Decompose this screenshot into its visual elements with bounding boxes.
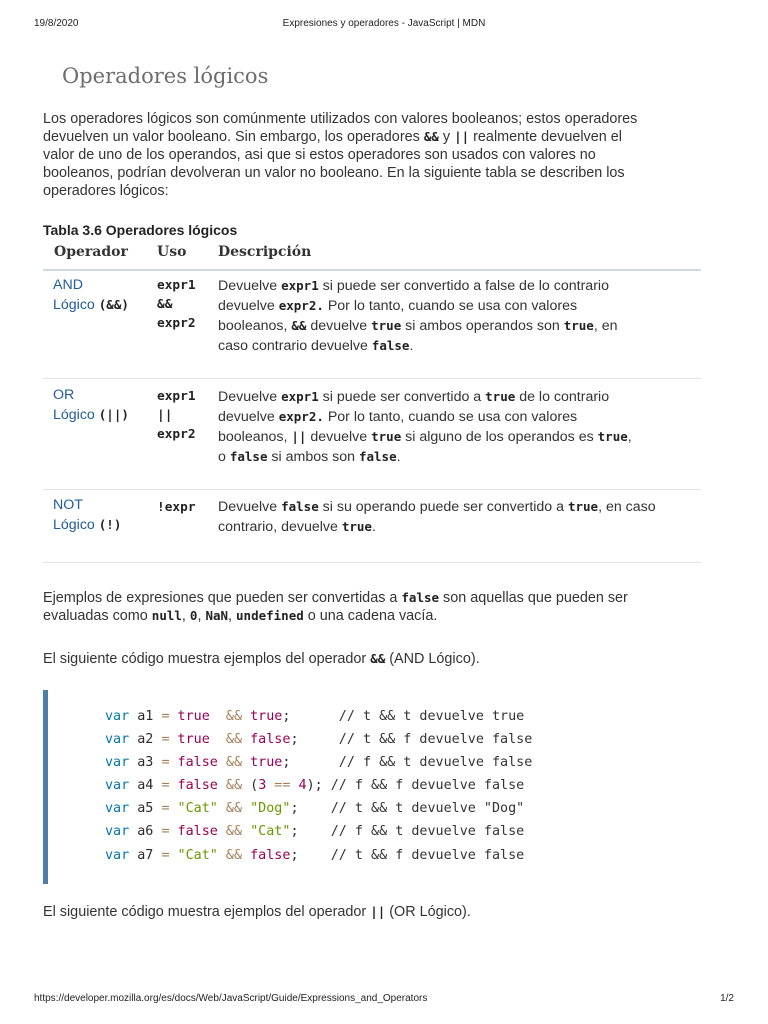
print-date: 19/8/2020 xyxy=(34,18,79,29)
intro-text: (AND Lógico). xyxy=(389,651,480,667)
page-number: 1/2 xyxy=(720,993,734,1004)
code-token: ; xyxy=(290,801,299,816)
code-token: ; xyxy=(290,848,299,863)
description-line xyxy=(218,447,698,467)
intro-text: y xyxy=(442,129,451,145)
code-token: "Cat" xyxy=(169,848,218,863)
table-row-divider xyxy=(43,489,701,490)
code-token: ); xyxy=(306,778,323,793)
usage-not xyxy=(157,498,212,517)
code-token: a4 xyxy=(129,778,162,793)
intro-text: devuelven un valor booleano. Sin embargo, los operadores xyxy=(43,129,420,145)
falsy-text: son aquellas que pueden ser xyxy=(443,590,628,606)
description-line xyxy=(218,316,698,336)
description-text: si puede ser convertido a xyxy=(318,389,486,405)
undefined-code: undefined xyxy=(236,608,304,623)
usage-token: expr1 xyxy=(157,278,196,293)
description-code: true xyxy=(371,429,402,444)
code-token: a5 xyxy=(129,801,162,816)
code-token: true xyxy=(169,732,210,747)
code-token: = xyxy=(161,848,170,863)
code-line xyxy=(105,848,524,863)
falsy-separator: , xyxy=(181,608,186,624)
usage-and xyxy=(157,276,212,333)
intro-text: realmente devuelven el xyxy=(473,129,622,145)
code-token: false xyxy=(169,755,218,770)
description-text: caso contrario devuelve xyxy=(218,338,372,354)
code-token: ( xyxy=(242,778,259,793)
description-text: de lo contrario xyxy=(515,389,610,405)
description-text: contrario, devuelve xyxy=(218,519,342,535)
null-code: null xyxy=(151,608,182,623)
description-code: true xyxy=(597,429,628,444)
code-token: var xyxy=(105,709,130,724)
and-operator-code: && xyxy=(370,651,386,666)
description-text: o xyxy=(218,449,230,465)
code-token: var xyxy=(105,732,130,747)
code-token: = xyxy=(161,778,170,793)
usage-token: expr1 xyxy=(157,389,196,404)
code-token: a6 xyxy=(129,824,162,839)
description-line xyxy=(218,517,698,537)
code-token: true xyxy=(169,709,210,724)
code-token: ; xyxy=(290,732,299,747)
operator-or[interactable] xyxy=(53,386,148,425)
intro-text: El siguiente código muestra ejemplos del operador xyxy=(43,651,367,667)
operator-name: OR xyxy=(53,387,75,403)
column-header-uso: Uso xyxy=(157,244,187,260)
operator-logico: Lógico xyxy=(53,297,95,313)
usage-token: expr2 xyxy=(157,316,196,331)
description-code: false xyxy=(229,449,268,464)
description-code: true xyxy=(563,318,594,333)
description-text: si su operando puede ser convertido a xyxy=(318,499,568,515)
description-text: si puede ser convertido a false de lo contrario xyxy=(318,278,609,294)
code-token: var xyxy=(105,778,130,793)
code-token: // f && t devuelve false xyxy=(298,824,525,839)
description-text: , xyxy=(627,429,632,445)
usage-token: || xyxy=(157,408,173,423)
code-token: ; xyxy=(290,824,299,839)
code-token: var xyxy=(105,755,130,770)
code-token: = xyxy=(161,755,170,770)
code-token: && xyxy=(217,801,243,816)
description-text: . xyxy=(409,338,414,354)
code-token: false xyxy=(242,732,291,747)
description-line xyxy=(218,387,698,407)
false-code: false xyxy=(401,590,440,605)
table-caption: Tabla 3.6 Operadores lógicos xyxy=(43,222,238,238)
code-token: 4 xyxy=(290,778,307,793)
description-text: devuelve xyxy=(306,429,372,445)
intro-text: (OR Lógico). xyxy=(389,904,471,920)
code-token: && xyxy=(217,778,243,793)
code-token: = xyxy=(161,801,170,816)
description-line xyxy=(218,407,698,427)
column-header-operador: Operador xyxy=(54,244,128,260)
usage-token: && xyxy=(157,297,173,312)
description-code: true xyxy=(341,519,372,534)
description-code: expr1 xyxy=(281,278,319,293)
code-token: = xyxy=(161,824,170,839)
description-text: , en xyxy=(593,318,618,334)
code-line xyxy=(105,709,524,724)
code-token: // f && t devuelve false xyxy=(290,755,533,770)
description-code: false xyxy=(371,338,410,353)
description-line xyxy=(218,497,698,517)
operator-symbol: (&&) xyxy=(98,297,129,312)
description-text: si ambos son xyxy=(267,449,359,465)
intro-text: El siguiente código muestra ejemplos del operador xyxy=(43,904,367,920)
operator-name: NOT xyxy=(53,497,83,513)
description-text: Por lo tanto, cuando se usa con valores xyxy=(323,298,578,314)
code-token: // t && t devuelve true xyxy=(290,709,525,724)
description-code: && xyxy=(291,318,307,333)
intro-line-1: Los operadores lógicos son comúnmente utilizados con valores booleanos; estos operadores xyxy=(43,111,638,127)
falsy-text: evaluadas como xyxy=(43,608,148,624)
code-token: && xyxy=(209,709,243,724)
description-text: . xyxy=(371,519,376,535)
code-line xyxy=(105,824,524,839)
code-token: var xyxy=(105,801,130,816)
nan-code: NaN xyxy=(205,608,229,623)
usage-or xyxy=(157,387,212,444)
description-text: , en caso xyxy=(598,499,656,515)
intro-line-3: valor de uno de los operandos, asi que si estos operadores son usados con valores no xyxy=(43,147,596,163)
usage-token: !expr xyxy=(157,500,196,515)
table-row-divider xyxy=(43,378,701,379)
description-text: devuelve xyxy=(306,318,372,334)
description-and xyxy=(218,276,698,356)
description-line xyxy=(218,296,698,316)
or-operator-code: || xyxy=(370,904,386,919)
description-text: Por lo tanto, cuando se usa con valores xyxy=(323,409,578,425)
description-code: false xyxy=(358,449,397,464)
code-line xyxy=(105,801,524,816)
print-page-title: Expresiones y operadores - JavaScript | MDN xyxy=(282,18,486,29)
code-token: = xyxy=(161,732,170,747)
description-code: expr2. xyxy=(278,409,324,424)
description-line xyxy=(218,427,698,447)
falsy-separator: , xyxy=(228,608,233,624)
code-token: // t && f devuelve false xyxy=(298,732,533,747)
code-token: false xyxy=(242,848,291,863)
table-header-divider xyxy=(43,269,701,271)
operator-logico: Lógico xyxy=(53,407,95,423)
column-header-descripcion: Descripción xyxy=(218,244,312,260)
description-text: Devuelve xyxy=(218,499,282,515)
zero-code: 0 xyxy=(189,608,198,623)
code-token: 3 xyxy=(258,778,267,793)
intro-paragraph xyxy=(43,110,725,200)
operator-symbol: (||) xyxy=(98,407,129,422)
falsy-text: o una cadena vacía. xyxy=(307,608,438,624)
code-line xyxy=(105,778,524,793)
description-text: Devuelve xyxy=(218,389,282,405)
or-examples-intro xyxy=(43,903,725,921)
code-token: // t && t devuelve "Dog" xyxy=(298,801,525,816)
falsy-separator: , xyxy=(197,608,202,624)
operator-and[interactable] xyxy=(53,276,148,315)
print-url: https://developer.mozilla.org/es/docs/Web/JavaScript/Guide/Expressions_and_Operators xyxy=(34,993,428,1004)
code-line xyxy=(105,732,532,747)
description-text: devuelve xyxy=(218,409,279,425)
code-line xyxy=(105,755,532,770)
description-code: true xyxy=(567,499,599,514)
description-text: devuelve xyxy=(218,298,279,314)
code-token: // t && f devuelve false xyxy=(298,848,525,863)
code-token: ; xyxy=(282,755,291,770)
code-token: false xyxy=(169,824,218,839)
code-token: && xyxy=(217,824,243,839)
code-token: var xyxy=(105,848,130,863)
description-code: true xyxy=(371,318,402,333)
description-text: si alguno de los operandos es xyxy=(401,429,598,445)
description-or xyxy=(218,387,698,467)
operator-symbol: (!) xyxy=(98,517,122,532)
code-token: && xyxy=(209,732,243,747)
intro-line-2 xyxy=(43,128,725,146)
operator-logico: Lógico xyxy=(53,517,95,533)
code-token: var xyxy=(105,824,130,839)
description-code: expr2. xyxy=(278,298,324,313)
code-token: a7 xyxy=(129,848,162,863)
falsy-text: Ejemplos de expresiones que pueden ser convertidas a xyxy=(43,590,398,606)
table-bottom-divider xyxy=(43,562,701,563)
intro-line-4: booleanos, podrían devolveran un valor no booleano. En la siguiente tabla se describen los xyxy=(43,165,625,181)
description-text: . xyxy=(396,449,401,465)
and-operator-code: && xyxy=(423,129,439,144)
falsy-paragraph xyxy=(43,589,725,625)
code-token: // f && f devuelve false xyxy=(322,778,525,793)
or-operator-code: || xyxy=(454,129,470,144)
description-line xyxy=(218,336,698,356)
code-token: "Dog" xyxy=(242,801,291,816)
code-token: true xyxy=(242,709,283,724)
code-token: "Cat" xyxy=(169,801,218,816)
code-token: "Cat" xyxy=(242,824,291,839)
description-code: || xyxy=(291,429,307,444)
code-token: && xyxy=(217,848,243,863)
code-token: a1 xyxy=(129,709,162,724)
code-token: = xyxy=(161,709,170,724)
code-token: a2 xyxy=(129,732,162,747)
code-token: && xyxy=(217,755,243,770)
and-examples-intro xyxy=(43,650,725,668)
description-text: booleanos, xyxy=(218,318,292,334)
description-code: expr1 xyxy=(281,389,319,404)
code-token: false xyxy=(169,778,218,793)
description-text: booleanos, xyxy=(218,429,292,445)
section-heading: Operadores lógicos xyxy=(62,64,269,88)
code-token: ; xyxy=(282,709,291,724)
description-not xyxy=(218,497,698,537)
intro-line-5: operadores lógicos: xyxy=(43,183,169,199)
code-token: true xyxy=(242,755,283,770)
description-text: si ambos operandos son xyxy=(401,318,564,334)
operator-name: AND xyxy=(53,277,83,293)
code-token: == xyxy=(266,778,291,793)
description-line xyxy=(218,276,698,296)
code-token: a3 xyxy=(129,755,162,770)
operator-not[interactable] xyxy=(53,496,148,535)
description-code: true xyxy=(485,389,516,404)
description-text: Devuelve xyxy=(218,278,282,294)
description-code: false xyxy=(281,499,319,514)
usage-token: expr2 xyxy=(157,427,196,442)
